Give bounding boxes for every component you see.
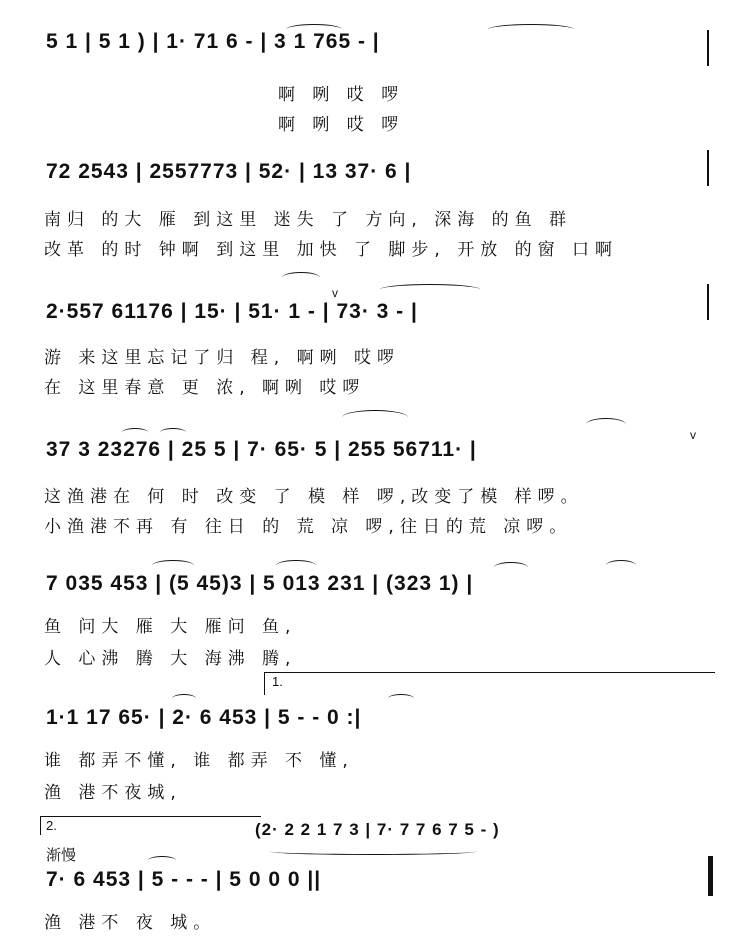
breath-mark: v bbox=[690, 428, 696, 442]
notes-text: 2·557 61176 | 15· | 51· 1 - | 73· 3 - | bbox=[46, 300, 418, 323]
notes-text: 7· 6 453 | 5 - - - | 5 0 0 0 || bbox=[46, 868, 322, 891]
slur-mark bbox=[276, 560, 316, 571]
final-barline bbox=[708, 856, 713, 896]
volta-2-label: 2. bbox=[46, 818, 57, 833]
lyrics-text: 南归 的大 雁 到这里 迷失 了 方向, 深海 的鱼 群 bbox=[44, 210, 573, 230]
slur-mark bbox=[606, 560, 636, 571]
slur-mark bbox=[286, 24, 342, 35]
lyrics-text: 渔 港不 夜 城。 bbox=[44, 913, 217, 933]
lyrics-text: 在 这里春意 更 浓, 啊咧 哎啰 bbox=[44, 378, 366, 398]
volta-1-label: 1. bbox=[272, 674, 283, 689]
notes-text: 72 2543 | 2557773 | 52· | 13 37· 6 | bbox=[46, 160, 412, 183]
notes-text: 37 3 23276 | 25 5 | 7· 65· 5 | 255 56711· | bbox=[46, 438, 477, 461]
lyrics-text: 小渔港不再 有 往日 的 荒 凉 啰,往日的荒 凉啰。 bbox=[44, 517, 573, 537]
slur-mark bbox=[342, 410, 408, 425]
lyrics-text: 谁 都弄不懂, 谁 都弄 不 懂, bbox=[44, 751, 354, 771]
volta-1-bracket bbox=[264, 672, 715, 695]
lyrics-text: 鱼 问大 雁 大 雁问 鱼, bbox=[44, 617, 297, 637]
lyrics-text: 啊 咧 哎 啰 bbox=[278, 85, 405, 105]
lyrics-text: 人 心沸 腾 大 海沸 腾, bbox=[44, 649, 297, 669]
slur-mark bbox=[152, 560, 194, 571]
slur-mark bbox=[586, 418, 626, 431]
lyrics-text: 游 来这里忘记了归 程, 啊咧 哎啰 bbox=[44, 348, 401, 368]
slur-mark bbox=[488, 24, 574, 35]
slur-mark bbox=[388, 694, 414, 703]
tempo-marking: 渐慢 bbox=[46, 847, 77, 864]
lyrics-text: 这渔港在 何 时 改变 了 模 样 啰,改变了模 样啰。 bbox=[44, 487, 584, 507]
notes-text: 7 035 453 | (5 45)3 | 5 013 231 | (323 1) | bbox=[46, 572, 474, 595]
lyrics-text: 改革 的时 钟啊 到这里 加快 了 脚步, 开放 的窗 口啊 bbox=[44, 240, 619, 260]
lyrics-text: 渔 港不夜城, bbox=[44, 783, 182, 803]
breath-mark: v bbox=[332, 286, 338, 300]
interlude-text: (2· 2 2 1 7 3 | 7· 7 7 6 7 5 - ) bbox=[255, 820, 500, 839]
slur-mark bbox=[282, 272, 320, 283]
slur-mark bbox=[122, 428, 148, 437]
barline bbox=[707, 284, 709, 320]
notes-text: 5 1 | 5 1 ) | 1· 71 6 - | 3 1 765 - | bbox=[46, 30, 380, 53]
barline bbox=[707, 150, 709, 186]
slur-mark bbox=[160, 428, 186, 437]
slur-mark bbox=[270, 848, 476, 855]
slur-mark bbox=[148, 856, 176, 865]
slur-mark bbox=[494, 562, 528, 573]
volta-2-bracket bbox=[40, 816, 261, 835]
slur-mark bbox=[380, 284, 480, 295]
slur-mark bbox=[172, 694, 196, 703]
notes-text: 1·1 17 65· | 2· 6 453 | 5 - - 0 :| bbox=[46, 706, 362, 729]
barline bbox=[707, 30, 709, 66]
lyrics-text: 啊 咧 哎 啰 bbox=[278, 115, 405, 135]
